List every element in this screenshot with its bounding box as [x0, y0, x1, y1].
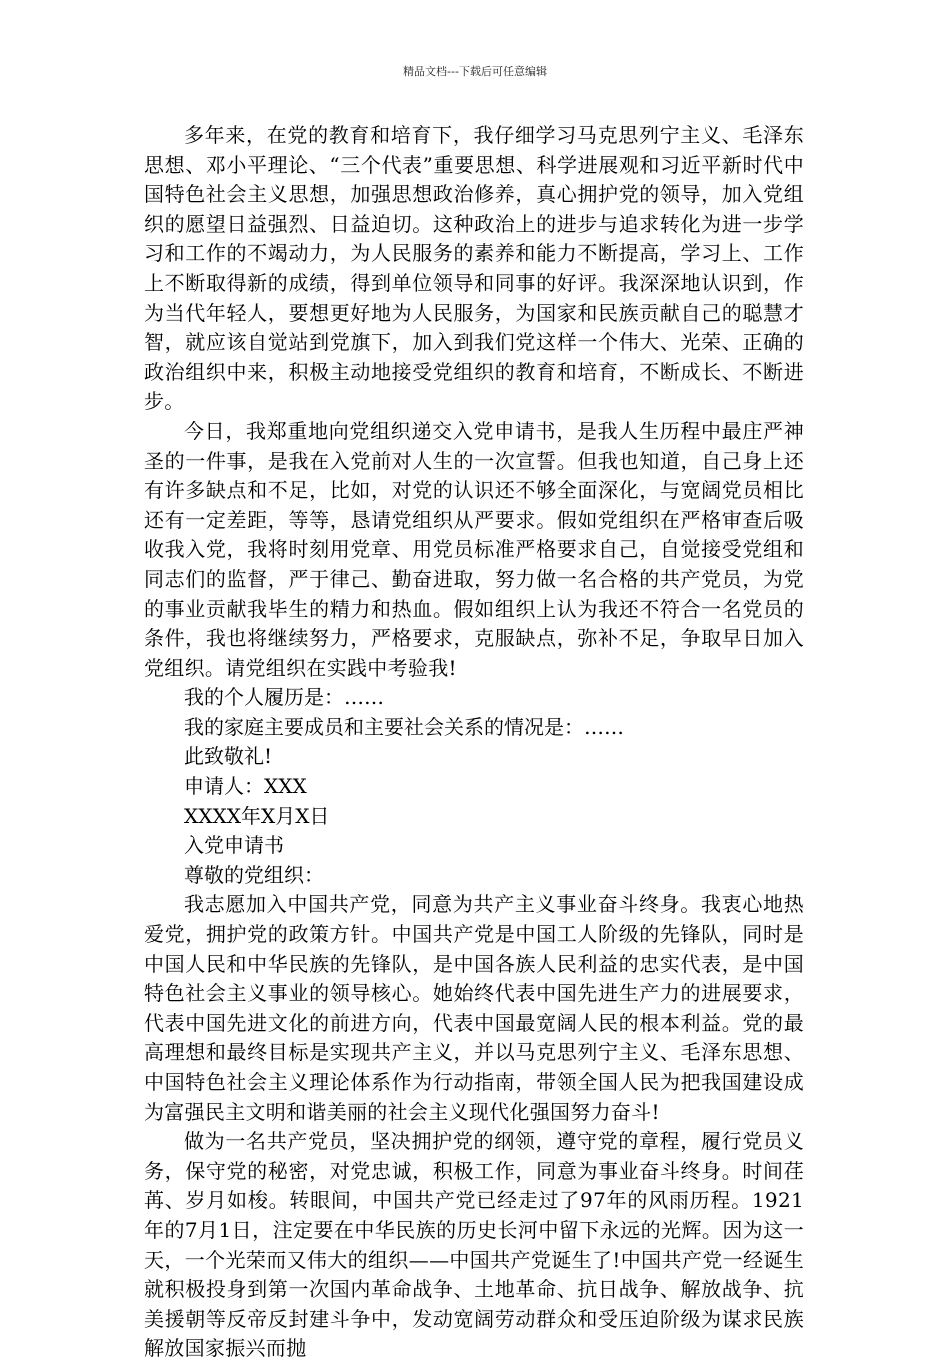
- page-header: 精品文档---下载后可任意编辑: [403, 65, 547, 78]
- paragraph-4: 做为一名共产党员，坚决拥护党的纲领，遵守党的章程，履行党员义务，保守党的秘密，对党忠诚，积极工作，同意为事业奋斗终身。时间荏苒、岁月如梭。转眼间，中国共产党已经走过了97年的风雨历程。1921年的7月1日，注定要在中华民族的历史长河中留下永远的光辉。因为这一天，一个光荣而又伟大的组织——中国共产党诞生了!中国共产党一经诞生就积极投身到第一次国内革命战争、土地革命、抗日战争、解放战争、抗美援朝等反帝反封建斗争中，发动宽阔劳动群众和受压迫阶级为谋求民族解放国家振兴而抛: [144, 1129, 804, 1361]
- salutation-line: 此致敬礼!: [184, 744, 273, 769]
- document-body: [144, 121, 804, 1364]
- paragraph-3: 我志愿加入中国共产党，同意为共产主义事业奋斗终身。我衷心地热爱党，拥护党的政策方针。中国共产党是中国工人阶级的先锋队，同时是中国人民和中华民族的先锋队，是中国各族人民利益的忠实代表，是中国特色社会主义事业的领导核心。她始终代表中国先进生产力的进展要求，代表中国先进文化的前进方向，代表中国最宽阔人民的根本利益。党的最高理想和最终目标是实现共产主义，并以马克思列宁主义、毛泽东思想、中国特色社会主义理论体系作为行动指南，带领全国人民为把我国建设成为富强民主文明和谐美丽的社会主义现代化强国努力奋斗!: [144, 892, 804, 1124]
- applicant-line: 申请人：XXX: [184, 774, 307, 799]
- greeting-line: 尊敬的党组织：: [184, 862, 324, 887]
- paragraph-2: 今日，我郑重地向党组织递交入党申请书，是我人生历程中最庄严神圣的一件事，是我在入党前对人生的一次宣誓。但我也知道，自己身上还有许多缺点和不足，比如，对党的认识还不够全面深化，与宽阔党员相比还有一定差距，等等，恳请党组织从严要求。假如党组织在严格审查后吸收我入党，我将时刻用党章、用党员标准严格要求自己，自觉接受党组和同志们的监督，严于律己、勤奋进取，努力做一名合格的共产党员，为党的事业贡献我毕生的精力和热血。假如组织上认为我还不符合一名党员的条件，我也将继续努力，严格要求，克服缺点，弥补不足，争取早日加入党组织。请党组织在实践中考验我!: [144, 418, 804, 680]
- paragraph-1: 多年来，在党的教育和培育下，我仔细学习马克思列宁主义、毛泽东思想、邓小平理论、“三个代表”重要思想、科学进展观和习近平新时代中国特色社会主义思想，加强思想政治修养，真心拥护党的领导，加入党组织的愿望日益强烈、日益迫切。这种政治上的进步与追求转化为进一步学习和工作的不竭动力，为人民服务的素养和能力不断提高，学习上、工作上不断取得新的成绩，得到单位领导和同事的好评。我深深地认识到，作为当代年轻人，要想更好地为人民服务，为国家和民族贡献自己的聪慧才智，就应该自觉站到党旗下，加入到我们党这样一个伟大、光荣、正确的政治组织中来，积极主动地接受党组织的教育和培育，不断成长、不断进步。: [144, 123, 804, 414]
- family-line: 我的家庭主要成员和主要社会关系的情况是：……: [184, 714, 624, 739]
- section-title: 入党申请书: [184, 833, 284, 858]
- date-line: XXXX年X月X日: [184, 803, 330, 828]
- resume-line: 我的个人履历是：……: [184, 685, 384, 710]
